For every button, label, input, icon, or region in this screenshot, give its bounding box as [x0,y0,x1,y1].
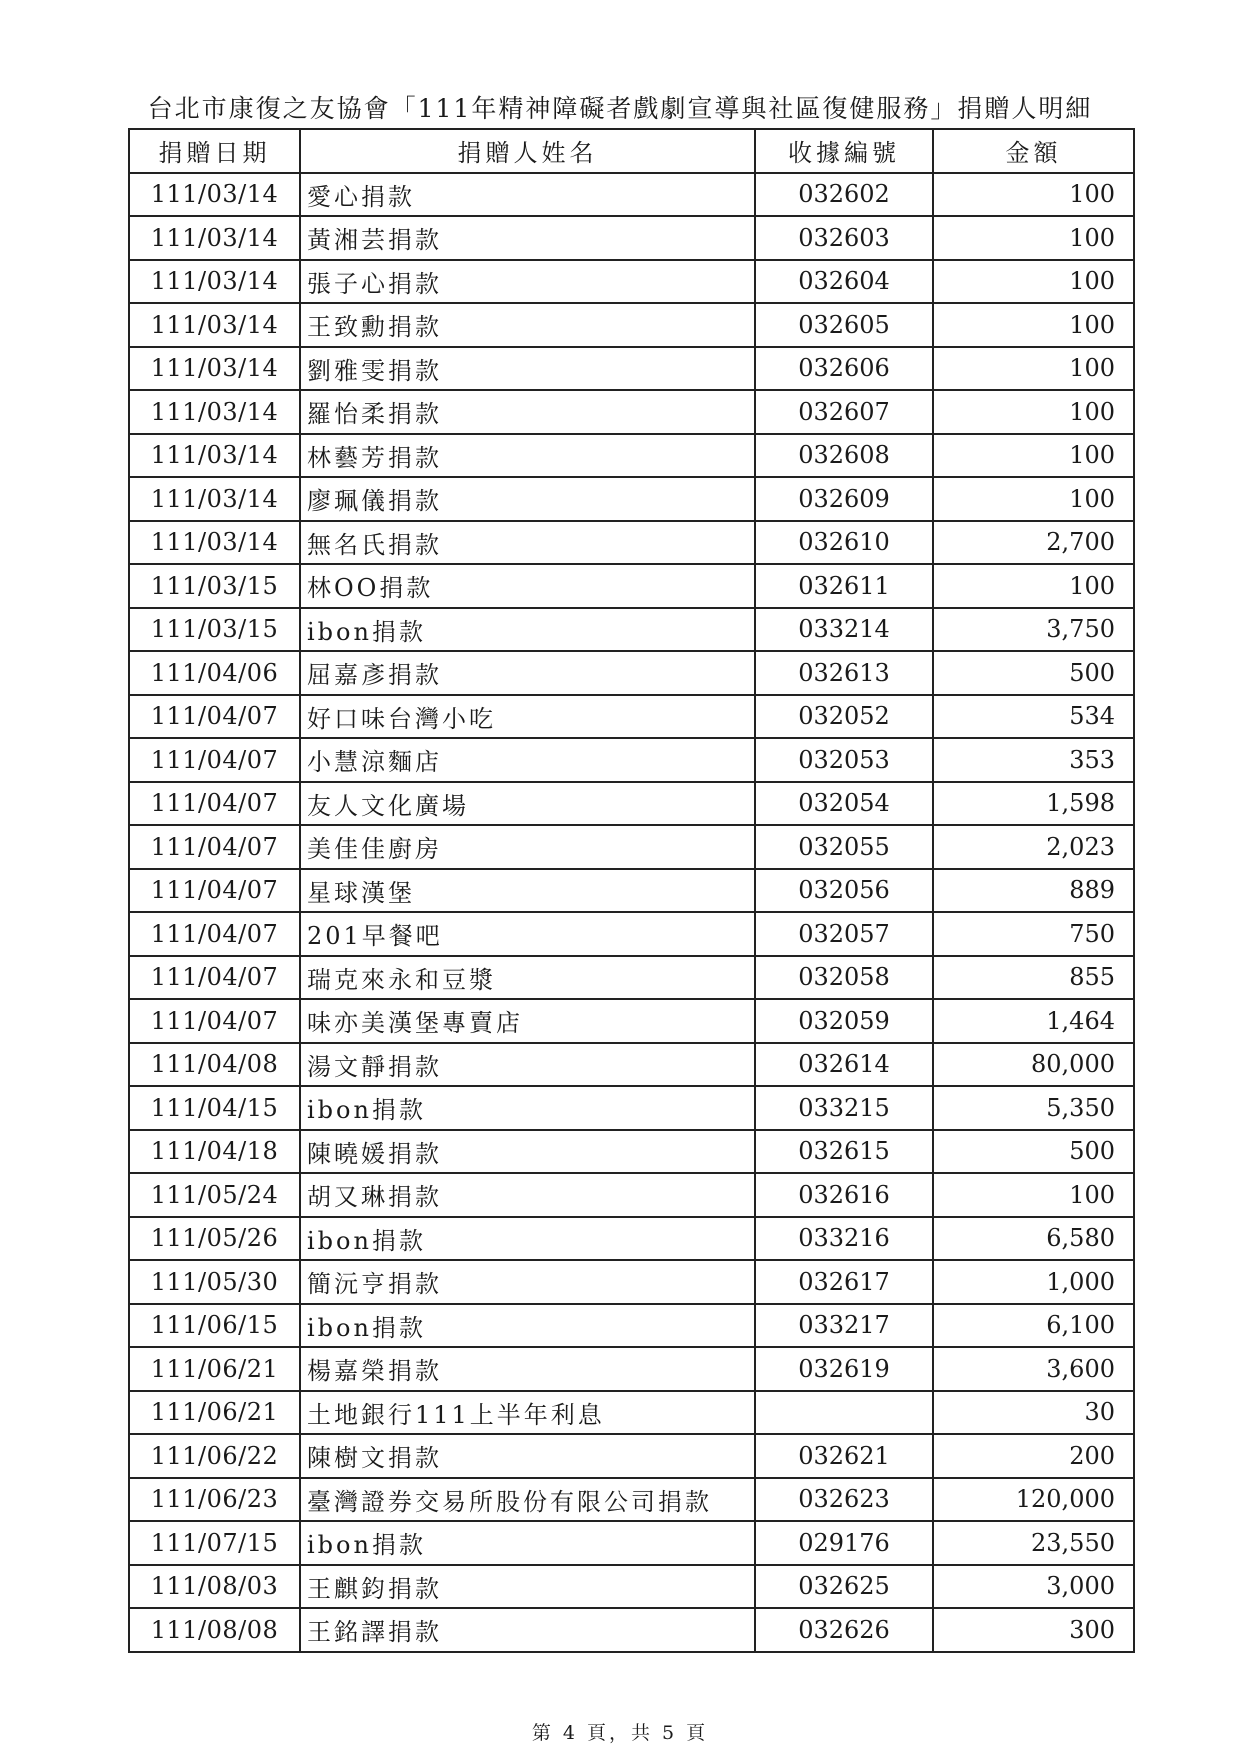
donation-date-cell: 111/04/07 [129,956,300,1000]
donation-date-cell: 111/03/14 [129,216,300,260]
table-row [129,521,1134,565]
table-row [129,608,1134,652]
donor-name-cell: 羅怡柔捐款 [300,390,755,434]
table-row [129,738,1134,782]
donation-date-cell: 111/07/15 [129,1521,300,1565]
table-row [129,695,1134,739]
amount-cell: 100 [933,564,1134,608]
receipt-number-cell: 032604 [755,260,933,304]
receipt-number-cell: 032614 [755,1043,933,1087]
donor-name-cell: 王致勳捐款 [300,303,755,347]
donor-name-cell: 胡又琳捐款 [300,1173,755,1217]
receipt-number-cell: 032058 [755,956,933,1000]
table-row [129,1347,1134,1391]
amount-cell: 1,000 [933,1260,1134,1304]
table-row [129,1521,1134,1565]
column-header-date: 捐贈日期 [129,129,300,173]
donation-date-cell: 111/04/07 [129,782,300,826]
amount-cell: 1,464 [933,999,1134,1043]
donor-name-cell: 劉雅雯捐款 [300,347,755,391]
donation-date-cell: 111/06/21 [129,1391,300,1435]
receipt-number-cell: 033216 [755,1217,933,1261]
donor-name-cell: 味亦美漢堡專賣店 [300,999,755,1043]
column-header-receipt: 收據編號 [755,129,933,173]
amount-cell: 855 [933,956,1134,1000]
donation-date-cell: 111/04/07 [129,869,300,913]
donor-name-cell: 屈嘉彥捐款 [300,651,755,695]
donation-date-cell: 111/04/07 [129,738,300,782]
donor-name-cell: 201早餐吧 [300,912,755,956]
table-row [129,477,1134,521]
amount-cell: 500 [933,651,1134,695]
donation-date-cell: 111/04/07 [129,695,300,739]
receipt-number-cell: 032053 [755,738,933,782]
receipt-number-cell: 032615 [755,1130,933,1174]
table-row [129,434,1134,478]
receipt-number-cell: 032054 [755,782,933,826]
donation-date-cell: 111/06/15 [129,1304,300,1348]
table-body [129,173,1134,1652]
receipt-number-cell: 032055 [755,825,933,869]
table-row [129,956,1134,1000]
donation-date-cell: 111/08/08 [129,1608,300,1652]
donation-date-cell: 111/03/14 [129,260,300,304]
table-row [129,1478,1134,1522]
receipt-number-cell: 032625 [755,1565,933,1609]
page-title: 台北市康復之友協會「111年精神障礙者戲劇宣導與社區復健服務」捐贈人明細 [147,94,1093,123]
donor-name-cell: 楊嘉榮捐款 [300,1347,755,1391]
donor-name-cell: 廖珮儀捐款 [300,477,755,521]
donor-name-cell: 簡沅亨捐款 [300,1260,755,1304]
donation-date-cell: 111/04/08 [129,1043,300,1087]
donor-name-cell: 林OO捐款 [300,564,755,608]
table-row [129,1434,1134,1478]
table-row [129,912,1134,956]
table-row [129,173,1134,217]
table-row [129,1608,1134,1652]
amount-cell: 353 [933,738,1134,782]
table-row [129,999,1134,1043]
donation-date-cell: 111/06/22 [129,1434,300,1478]
table-row [129,651,1134,695]
amount-cell: 100 [933,303,1134,347]
table-row [129,1043,1134,1087]
receipt-number-cell: 032619 [755,1347,933,1391]
receipt-number-cell: 032056 [755,869,933,913]
receipt-number-cell: 032626 [755,1608,933,1652]
page-number: 第 4 頁，共 5 頁 [531,1722,709,1744]
donation-date-cell: 111/06/23 [129,1478,300,1522]
donation-date-cell: 111/03/14 [129,173,300,217]
amount-cell: 100 [933,216,1134,260]
receipt-number-cell: 032611 [755,564,933,608]
donor-name-cell: 王麒鈞捐款 [300,1565,755,1609]
donor-name-cell: 小慧涼麵店 [300,738,755,782]
receipt-number-cell [755,1391,933,1435]
donation-date-cell: 111/03/14 [129,521,300,565]
receipt-number-cell: 029176 [755,1521,933,1565]
donor-name-cell: 瑞克來永和豆漿 [300,956,755,1000]
amount-cell: 1,598 [933,782,1134,826]
donation-date-cell: 111/05/30 [129,1260,300,1304]
table-row [129,869,1134,913]
amount-cell: 100 [933,434,1134,478]
table-row [129,260,1134,304]
receipt-number-cell: 032617 [755,1260,933,1304]
donor-name-cell: ibon捐款 [300,1304,755,1348]
donor-name-cell: 星球漢堡 [300,869,755,913]
donation-date-cell: 111/03/14 [129,434,300,478]
receipt-number-cell: 032603 [755,216,933,260]
donation-date-cell: 111/03/15 [129,608,300,652]
amount-cell: 100 [933,347,1134,391]
donation-date-cell: 111/05/26 [129,1217,300,1261]
donation-date-cell: 111/04/06 [129,651,300,695]
table-row [129,1173,1134,1217]
receipt-number-cell: 033214 [755,608,933,652]
table-row [129,1086,1134,1130]
amount-cell: 750 [933,912,1134,956]
receipt-number-cell: 032608 [755,434,933,478]
amount-cell: 3,000 [933,1565,1134,1609]
table-row [129,1565,1134,1609]
amount-cell: 3,600 [933,1347,1134,1391]
table-row [129,390,1134,434]
amount-cell: 100 [933,173,1134,217]
donation-date-cell: 111/03/15 [129,564,300,608]
donor-name-cell: 無名氏捐款 [300,521,755,565]
donor-name-cell: 陳曉媛捐款 [300,1130,755,1174]
table-row [129,1130,1134,1174]
amount-cell: 6,100 [933,1304,1134,1348]
table-row [129,216,1134,260]
donor-table [128,128,1135,1653]
receipt-number-cell: 032607 [755,390,933,434]
receipt-number-cell: 032616 [755,1173,933,1217]
amount-cell: 100 [933,477,1134,521]
donation-date-cell: 111/05/24 [129,1173,300,1217]
table-row [129,825,1134,869]
donor-name-cell: ibon捐款 [300,1217,755,1261]
receipt-number-cell: 032623 [755,1478,933,1522]
donor-name-cell: 美佳佳廚房 [300,825,755,869]
donation-date-cell: 111/03/14 [129,347,300,391]
receipt-number-cell: 032602 [755,173,933,217]
receipt-number-cell: 032059 [755,999,933,1043]
table-row [129,782,1134,826]
amount-cell: 2,023 [933,825,1134,869]
table-row [129,1260,1134,1304]
donor-name-cell: 王銘譯捐款 [300,1608,755,1652]
donation-date-cell: 111/08/03 [129,1565,300,1609]
table-row [129,1217,1134,1261]
donor-name-cell: 愛心捐款 [300,173,755,217]
amount-cell: 534 [933,695,1134,739]
amount-cell: 5,350 [933,1086,1134,1130]
donor-name-cell: ibon捐款 [300,608,755,652]
donation-date-cell: 111/04/15 [129,1086,300,1130]
amount-cell: 200 [933,1434,1134,1478]
donor-name-cell: 臺灣證券交易所股份有限公司捐款 [300,1478,755,1522]
amount-cell: 100 [933,260,1134,304]
amount-cell: 6,580 [933,1217,1134,1261]
donation-date-cell: 111/04/07 [129,912,300,956]
amount-cell: 2,700 [933,521,1134,565]
donor-name-cell: 林藝芳捐款 [300,434,755,478]
donation-date-cell: 111/03/14 [129,390,300,434]
receipt-number-cell: 032605 [755,303,933,347]
amount-cell: 23,550 [933,1521,1134,1565]
amount-cell: 80,000 [933,1043,1134,1087]
donor-name-cell: 張子心捐款 [300,260,755,304]
amount-cell: 500 [933,1130,1134,1174]
amount-cell: 30 [933,1391,1134,1435]
receipt-number-cell: 032621 [755,1434,933,1478]
donation-date-cell: 111/04/07 [129,825,300,869]
receipt-number-cell: 032057 [755,912,933,956]
table-row [129,1304,1134,1348]
amount-cell: 300 [933,1608,1134,1652]
donation-date-cell: 111/03/14 [129,303,300,347]
donation-date-cell: 111/04/07 [129,999,300,1043]
donor-name-cell: 湯文靜捐款 [300,1043,755,1087]
receipt-number-cell: 032052 [755,695,933,739]
amount-cell: 100 [933,1173,1134,1217]
donor-name-cell: 黃湘芸捐款 [300,216,755,260]
receipt-number-cell: 033215 [755,1086,933,1130]
amount-cell: 100 [933,390,1134,434]
amount-cell: 889 [933,869,1134,913]
donation-date-cell: 111/06/21 [129,1347,300,1391]
column-header-name: 捐贈人姓名 [300,129,755,173]
donation-date-cell: 111/04/18 [129,1130,300,1174]
amount-cell: 120,000 [933,1478,1134,1522]
receipt-number-cell: 032610 [755,521,933,565]
receipt-number-cell: 032609 [755,477,933,521]
donor-name-cell: 好口味台灣小吃 [300,695,755,739]
receipt-number-cell: 032606 [755,347,933,391]
receipt-number-cell: 033217 [755,1304,933,1348]
column-header-amount: 金額 [933,129,1134,173]
table-row [129,303,1134,347]
donor-name-cell: ibon捐款 [300,1086,755,1130]
donor-name-cell: ibon捐款 [300,1521,755,1565]
receipt-number-cell: 032613 [755,651,933,695]
table-row [129,1391,1134,1435]
table-row [129,347,1134,391]
table-header-row [129,129,1134,173]
donation-date-cell: 111/03/14 [129,477,300,521]
table-row [129,564,1134,608]
donor-name-cell: 陳樹文捐款 [300,1434,755,1478]
amount-cell: 3,750 [933,608,1134,652]
donor-name-cell: 友人文化廣場 [300,782,755,826]
donor-name-cell: 土地銀行111上半年利息 [300,1391,755,1435]
